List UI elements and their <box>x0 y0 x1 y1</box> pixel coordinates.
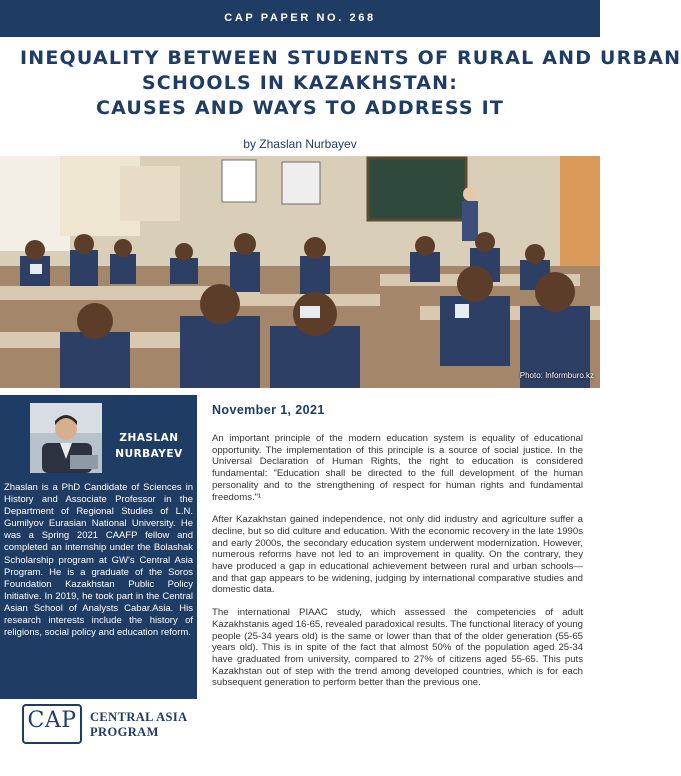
series-banner <box>0 0 600 37</box>
logo-line1: CENTRAL ASIA <box>90 710 188 724</box>
title-line: INEQUALITY BETWEEN STUDENTS OF RURAL AND URBAN <box>20 47 681 69</box>
author-bio: Zhaslan is a PhD Candidate of Sciences in History and Associate Professor in the Department of Regional Studies of L.N. Gumilyov Eurasian National University. He was a Spring 2021 CAAFP fellow and completed an internship under the Bolashak Scholarship program at GW's Central Asia Program. He is a graduate of the Soros Foundation Kazakhstan Public Policy Initiative. In 2019, he took part in the Central Asian School of Analysts Cabar.Asia. His research interests include the history of religions, social policy and education reform. <box>4 482 193 639</box>
author-name-last: NURBAYEV <box>115 448 183 460</box>
paragraph: After Kazakhstan gained independence, not only did industry and agriculture suffer a decline, but so did culture and education. With the economic recovery in the late 1990s and early 2000s, the secondary education system underwent modernization. However, numerous reforms have not led to an improvement in quality. On the contrary, they have produced a gap in educational achievement between rural and urban schools—and that gap appears to be widening, judging by international comparative studies and domestic data. <box>212 514 583 596</box>
photo-credit: Photo: Informburo.kz <box>519 371 594 380</box>
author-name-first: ZHASLAN <box>119 432 179 444</box>
author-portrait <box>30 403 102 473</box>
cap-logo <box>22 704 202 744</box>
author-sidebar <box>0 395 197 699</box>
series-label: CAP PAPER NO. 268 <box>224 12 376 24</box>
publication-date: November 1, 2021 <box>212 403 325 417</box>
paragraph: An important principle of the modern education system is equality of educational opportunity. The implementation of this principle is a source of social justice. In the Universal Declaration of Human Rights, the right to education is considered fundamental: "Education shall be directed to the full development of the human personality and to the strengthening of respect for human rights and fundamental freedoms."¹ <box>212 433 583 503</box>
author-photo <box>30 403 102 473</box>
byline: by Zhaslan Nurbayev <box>243 137 357 151</box>
author-name <box>106 430 192 462</box>
paper-title <box>20 46 681 121</box>
article-body <box>212 433 583 700</box>
title-line: CAUSES AND WAYS TO ADDRESS IT <box>95 97 505 119</box>
classroom-illustration <box>0 156 600 388</box>
paragraph: The international PIAAC study, which assessed the competencies of adult Kazakhstanis aged 16-65, revealed paradoxical results. The functional literacy of young people (25-34 years old) is the same or lower than that of the older generation (55-65 years old). This is in spite of the fact that almost 50% of the population aged 25-34 have graduated from university, compared to 27% of citizens aged 55-65. This puts Kazakhstan out of step with the trend among developed countries, which is for each subsequent generation to perform better than the previous one. <box>212 607 584 689</box>
classroom-photo <box>0 156 600 388</box>
logo-mark: CAP <box>27 708 77 733</box>
title-line: SCHOOLS IN KAZAKHSTAN: <box>141 72 459 94</box>
logo-wordmark <box>90 710 200 740</box>
logo-line2: PROGRAM <box>90 725 159 739</box>
